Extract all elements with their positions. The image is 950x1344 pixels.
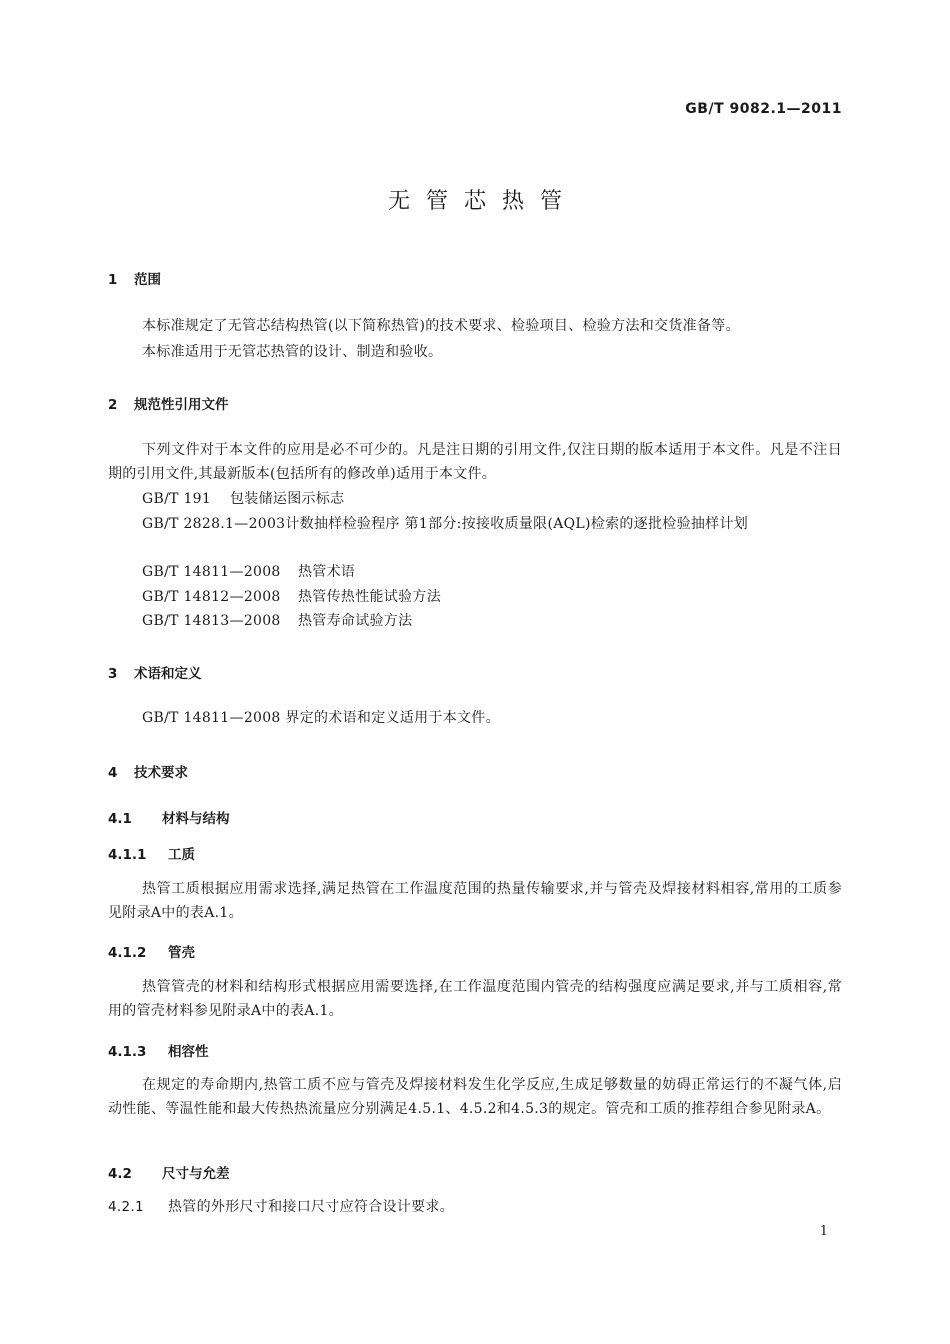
section-4-1-2-heading (108, 941, 842, 961)
section-4-2-1 (108, 1195, 842, 1219)
reference-title: 热管传热性能试验方法 (298, 589, 441, 605)
section-number: 4.1.3 (108, 1044, 147, 1060)
reference-item (142, 560, 842, 584)
reference-title: 计数抽样检验程序 第1部分:按接收质量限(AQL)检索的逐批检验抽样计划 (285, 516, 749, 532)
scope-paragraph-1: 本标准规定了无管芯结构热管(以下简称热管)的技术要求、检验项目、检验方法和交货准备等。 (142, 318, 740, 334)
section-text: 热管的外形尺寸和接口尺寸应符合设计要求。 (168, 1199, 454, 1215)
document-title: 无管芯热管 (387, 189, 578, 214)
scope-paragraph-2: 本标准适用于无管芯热管的设计、制造和验收。 (142, 344, 443, 360)
normative-refs-intro: 下列文件对于本文件的应用是必不可少的。凡是注日期的引用文件,仅注日期的版本适用于本文件。凡是不注日期的引用文件,其最新版本(包括所有的修改单)适用于本文件。 (108, 442, 842, 482)
section-1-heading (108, 268, 842, 288)
page-number: 1 (819, 1224, 828, 1239)
section-title: 工质 (168, 847, 195, 863)
section-number: 1 (108, 272, 118, 288)
section-2-heading (108, 393, 842, 413)
section-title: 规范性引用文件 (134, 397, 229, 413)
section-4-1-3-heading (108, 1040, 842, 1060)
section-4-heading (108, 761, 842, 781)
reference-title: 热管术语 (298, 564, 356, 580)
section-number: 4.1 (108, 811, 132, 827)
section-4-1-heading (108, 807, 842, 827)
shell-paragraph: 热管管壳的材料和结构形式根据应用需要选择,在工作温度范围内管壳的结构强度应满足要求,并与工质相容,常用的管壳材料参见附录A中的表A.1。 (108, 979, 842, 1019)
reference-item (142, 487, 842, 511)
reference-title: 热管寿命试验方法 (298, 613, 413, 629)
reference-item (108, 512, 842, 536)
reference-code: GB/T 2828.1—2003 (142, 516, 286, 532)
reference-item (142, 585, 842, 609)
section-4-2-heading (108, 1162, 842, 1182)
section-number: 4.2.1 (108, 1199, 144, 1215)
section-title: 尺寸与允差 (162, 1166, 230, 1182)
section-3-heading (108, 662, 842, 682)
reference-code: GB/T 191 (142, 491, 212, 507)
section-number: 4.2 (108, 1166, 132, 1182)
reference-code: GB/T 14812—2008 (142, 589, 281, 605)
reference-code: GB/T 14813—2008 (142, 613, 281, 629)
standard-code: GB/T 9082.1—2011 (685, 101, 842, 117)
section-number: 4 (108, 765, 118, 781)
section-number: 4.1.2 (108, 945, 147, 961)
section-title: 技术要求 (134, 765, 188, 781)
section-title: 材料与结构 (162, 811, 230, 827)
section-number: 4.1.1 (108, 847, 147, 863)
compatibility-paragraph: 在规定的寿命期内,热管工质不应与管壳及焊接材料发生化学反应,生成足够数量的妨碍正常运行的不凝气体,启动性能、等温性能和最大传热热流量应分别满足4.5.1、4.5.2和4.5.3的规定。管壳和工质的推荐组合参见附录A。 (108, 1077, 842, 1117)
section-number: 3 (108, 666, 118, 682)
section-title: 范围 (134, 272, 161, 288)
reference-item (142, 609, 842, 633)
reference-title: 包装储运图示标志 (230, 491, 345, 507)
section-title: 相容性 (168, 1044, 209, 1060)
section-number: 2 (108, 397, 118, 413)
section-title: 管壳 (168, 945, 195, 961)
working-fluid-paragraph: 热管工质根据应用需求选择,满足热管在工作温度范围的热量传输要求,并与管壳及焊接材料相容,常用的工质参见附录A中的表A.1。 (108, 881, 842, 921)
reference-code: GB/T 14811—2008 (142, 564, 281, 580)
section-title: 术语和定义 (134, 666, 202, 682)
section-4-1-1-heading (108, 843, 842, 863)
terms-paragraph: GB/T 14811—2008 界定的术语和定义适用于本文件。 (142, 710, 500, 726)
